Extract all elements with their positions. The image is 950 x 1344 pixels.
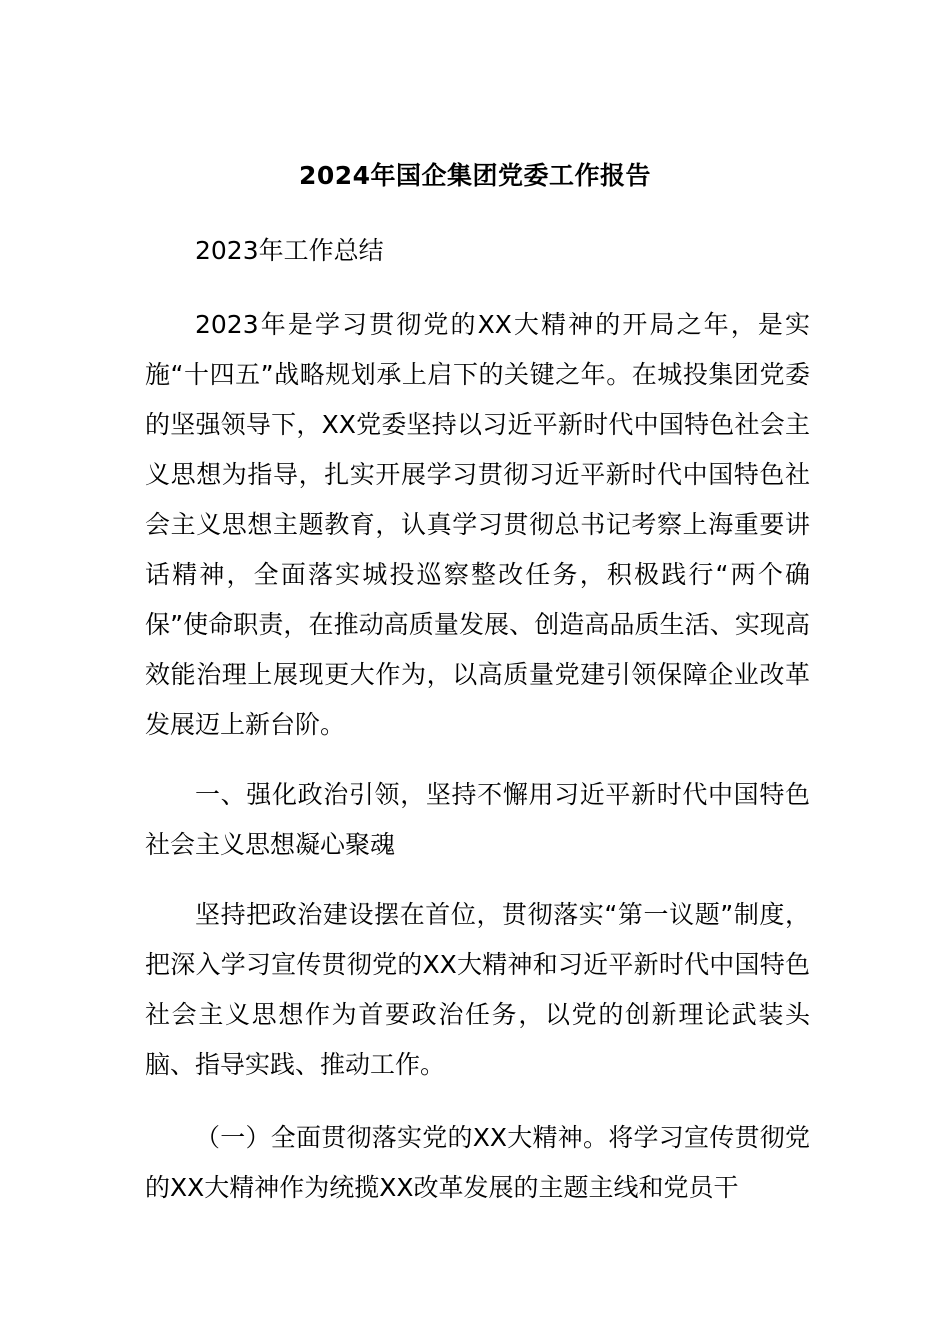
document-title: 2024年国企集团党委工作报告 — [298, 161, 652, 190]
subsection-item-1-paragraph: （一）全面贯彻落实党的XX大精神。将学习宣传贯彻党的XX大精神作为统揽XX改革发展的主题主线和党员干 — [145, 1123, 810, 1202]
section-heading-1: 一、强化政治引领，坚持不懈用习近平新时代中国特色社会主义思想凝心聚魂 — [145, 780, 810, 859]
summary-heading: 2023年工作总结 — [195, 236, 384, 265]
intro-paragraph: 2023年是学习贯彻党的XX大精神的开局之年，是实施“十四五”战略规划承上启下的关键之年。在城投集团党委的坚强领导下，XX党委坚持以习近平新时代中国特色社会主义思想为指导，扎实开展学习贯彻习近平新时代中国特色社会主义思想主题教育，认真学习贯彻总书记考察上海重要讲话精神，全面落实城投巡察整改任务，积极践行“两个确保”使命职责，在推动高质量发展、创造高品质生活、实现高效能治理上展现更大作为，以高质量党建引领保障企业改革发展迈上新台阶。 — [145, 310, 810, 739]
section-1-body-paragraph: 坚持把政治建设摆在首位，贯彻落实“第一议题”制度，把深入学习宣传贯彻党的XX大精神和习近平新时代中国特色社会主义思想作为首要政治任务，以党的创新理论武装头脑、指导实践、推动工作。 — [145, 900, 810, 1079]
